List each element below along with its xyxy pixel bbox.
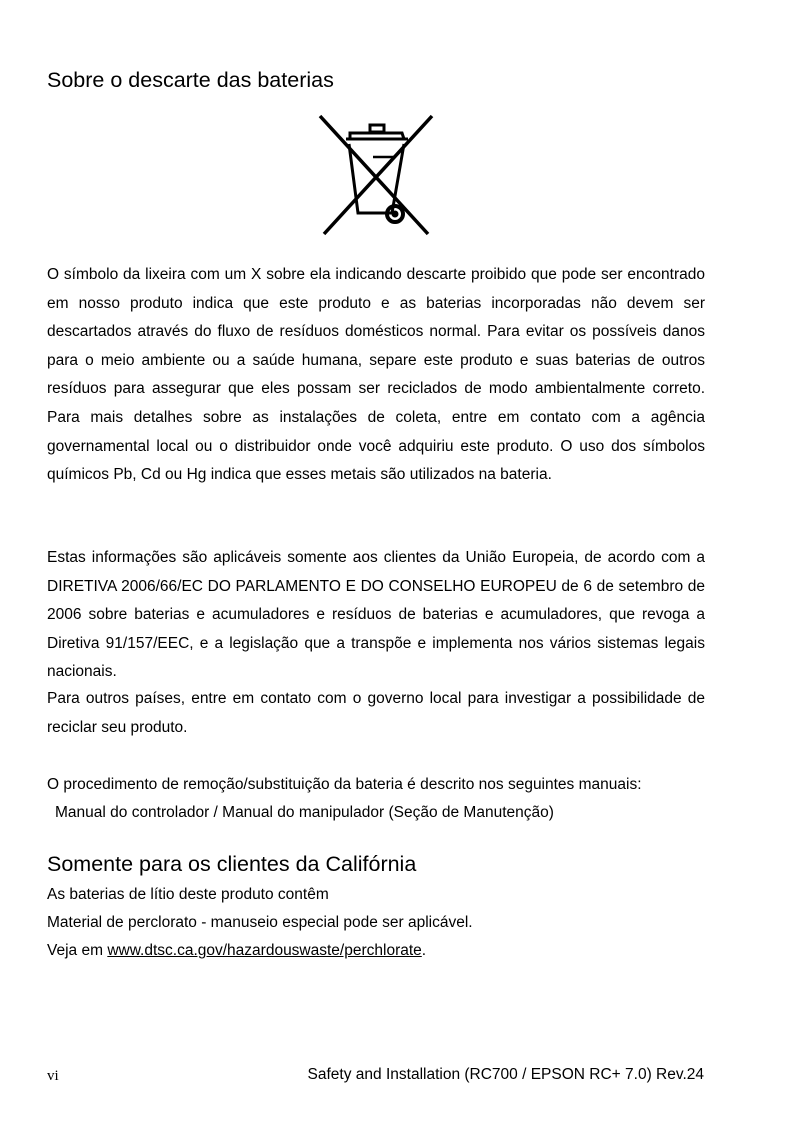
- california-line-1: As baterias de lítio deste produto contêm: [47, 886, 329, 903]
- california-line-3-prefix: Veja em: [47, 942, 108, 959]
- california-line-3-suffix: .: [421, 942, 427, 959]
- eu-directive-paragraph: Estas informações são aplicáveis somente aos clientes da União Europeia, de acordo com a DIRETIVA 2006/66/EC DO PARLAMENTO E DO CONSELHO EUROPEU de 6 de setembro de 2006 sobre baterias e acumuladores e resíduos de baterias e acumuladores, que revoga a Diretiva 91/157/EEC, e a legislação que a transpõe e implementa nos vários sistemas legais nacionais.: [47, 549, 705, 681]
- perchlorate-link[interactable]: www.dtsc.ca.gov/hazardouswaste/perchlorate: [107, 942, 422, 959]
- california-line-2: Material de perclorato - manuseio especial pode ser aplicável.: [47, 914, 473, 931]
- section-title-battery-disposal: Sobre o descarte das baterias: [47, 68, 334, 92]
- footer-document-title: Safety and Installation (RC700 / EPSON RC+ 7.0) Rev.24: [307, 1066, 704, 1083]
- manuals-reference: Manual do controlador / Manual do manipulador (Seção de Manutenção): [55, 804, 554, 821]
- disposal-paragraph: O símbolo da lixeira com um X sobre ela indicando descarte proibido que pode ser encontrado em nosso produto indica que este produto e as baterias incorporadas não devem ser descartados através do fluxo de resíduos domésticos normal. Para evitar os possíveis danos para o meio ambiente ou a saúde humana, separe este produto e suas baterias de outros resíduos para assegurar que eles possam ser reciclados de modo ambientalmente correto. Para mais detalhes sobre as instalações de coleta, entre em contato com a agência governamental local ou o distribuidor onde você adquiriu este produto. O uso dos símbolos químicos Pb, Cd ou Hg indica que esses metais são utilizados na bateria.: [47, 266, 705, 484]
- california-line-3: [47, 937, 426, 965]
- removal-procedure-text: O procedimento de remoção/substituição da bateria é descrito nos seguintes manuais:: [47, 776, 642, 793]
- section-title-california: Somente para os clientes da Califórnia: [47, 852, 417, 876]
- page-number: vi: [47, 1068, 59, 1084]
- other-countries-paragraph: Para outros países, entre em contato com o governo local para investigar a possibilidade de reciclar seu produto.: [47, 690, 705, 736]
- crossed-out-wheelie-bin-icon: [318, 113, 434, 237]
